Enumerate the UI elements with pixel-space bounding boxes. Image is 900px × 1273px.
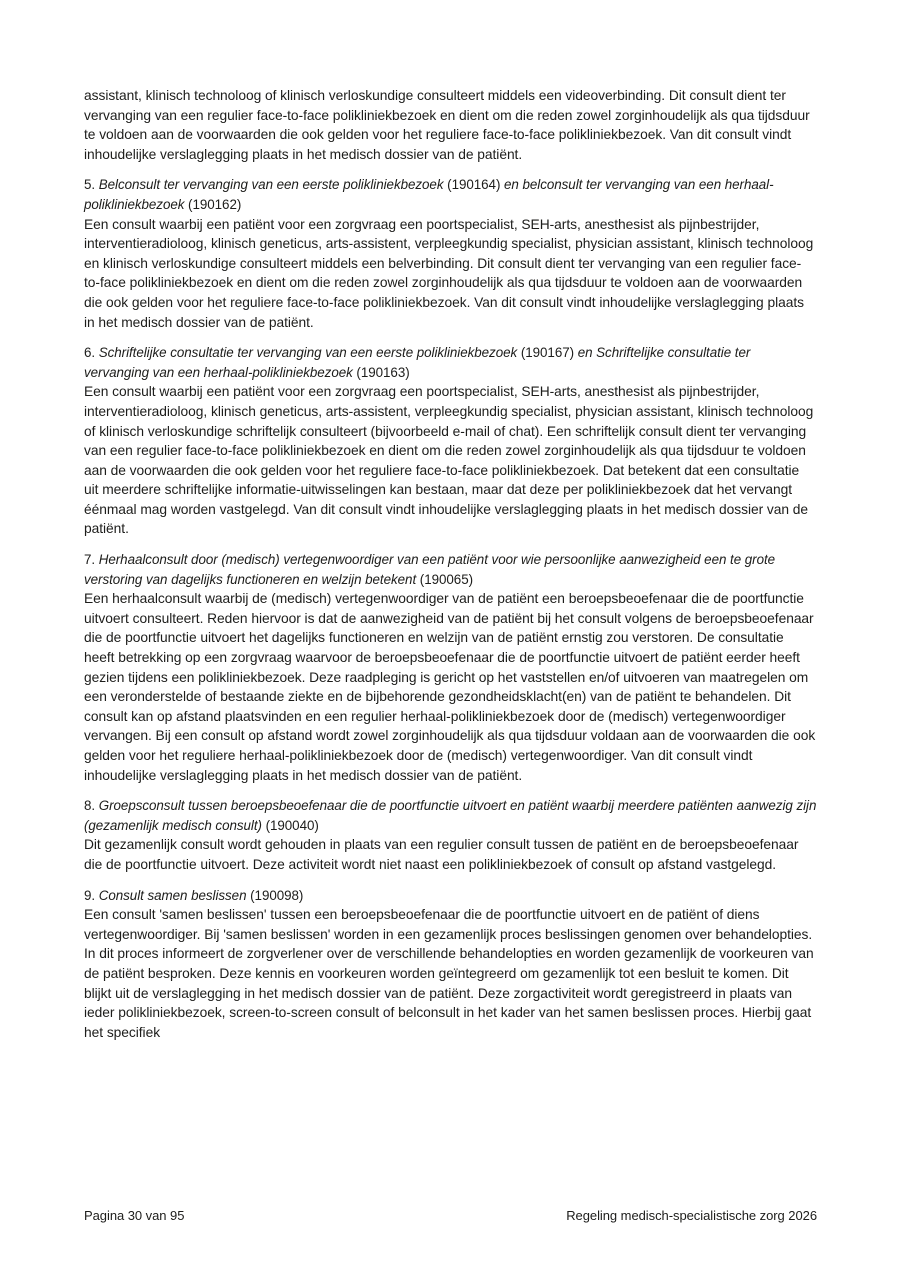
section-7-heading: 7. Herhaalconsult door (medisch) vertegenwoordiger van een patiënt voor wie persoonlijke aanwezigheid een te grote verstoring van dagelijks functioneren en welzijn betekent (190065) — [84, 552, 776, 587]
document-title: Regeling medisch-specialistische zorg 2026 — [566, 1208, 817, 1223]
section-6-schriftelijke-consultatie — [84, 343, 817, 539]
section-8-body: Dit gezamenlijk consult wordt gehouden in plaats van een regulier consult tussen de patiënt en de beroepsbeoefenaar die de poortfunctie uitvoert. Deze activiteit wordt niet naast een polikliniekbezoek of consult op afstand vastgelegd. — [84, 837, 799, 872]
page-number: Pagina 30 van 95 — [84, 1208, 185, 1223]
section-9-consult-samen-beslissen — [84, 886, 817, 1043]
section-7-herhaalconsult-vertegenwoordiger — [84, 550, 817, 785]
page-body — [84, 86, 817, 1053]
section-8-heading: 8. Groepsconsult tussen beroepsbeoefenaar die de poortfunctie uitvoert en patiënt waarbij meerdere patiënten aanwezig zijn (gezamenlijk medisch consult) (190040) — [84, 798, 817, 833]
paragraph-continuation-item4: assistant, klinisch technoloog of klinisch verloskundige consulteert middels een videoverbinding. Dit consult dient ter vervanging van een regulier face-to-face polikliniekbezoek en dient om die reden zowel zorginhoudelijk als qua tijdsduur te voldoen aan de voorwaarden die ook gelden voor het reguliere face-to-face polikliniekbezoek. Van dit consult vindt inhoudelijke verslaglegging plaats in het medisch dossier van de patiënt. — [84, 88, 810, 162]
section-6-body: Een consult waarbij een patiënt voor een zorgvraag een poortspecialist, SEH-arts, anesthesist als pijnbestrijder, interventieradioloog, klinisch geneticus, arts-assistent, verpleegkundig specialist, physician assistant, klinisch technoloog of klinisch verloskundige schriftelijk consulteert (bijvoorbeeld e-mail of chat). Een schriftelijk consult dient ter vervanging van een regulier face-to-face polikliniekbezoek en dient om die reden zowel zorginhoudelijk als qua tijdsduur te voldoen aan de voorwaarden die ook gelden voor het reguliere face-to-face polikliniekbezoek. Dat betekent dat een consultatie uit meerdere schriftelijke informatie-uitwisselingen kan bestaan, maar dat deze per polikliniekbezoek dat het vervangt éénmaal mag worden vastgelegd. Van dit consult vindt inhoudelijke verslaglegging plaats in het medisch dossier van de patiënt. — [84, 384, 814, 537]
section-5-belconsult — [84, 175, 817, 332]
page-footer — [84, 1207, 817, 1225]
section-5-body: Een consult waarbij een patiënt voor een zorgvraag een poortspecialist, SEH-arts, anesthesist als pijnbestrijder, interventieradioloog, klinisch geneticus, arts-assistent, verpleegkundig specialist, physician assistant, klinisch technoloog en klinisch verloskundige consulteert middels een belverbinding. Dit consult dient ter vervanging van een regulier face-to-face polikliniekbezoek en dient om die reden zowel zorginhoudelijk als qua tijdsduur te voldoen aan de voorwaarden die ook gelden voor het reguliere face-to-face polikliniekbezoek. Van dit consult vindt inhoudelijke verslaglegging plaats in het medisch dossier van de patiënt. — [84, 216, 814, 330]
section-7-body: Een herhaalconsult waarbij de (medisch) vertegenwoordiger van de patiënt een beroepsbeoefenaar die de poortfunctie uitvoert consulteert. Reden hiervoor is dat de aanwezigheid van de patiënt bij het consult volgens de beroepsbeoefenaar die de poortfunctie uitvoert het dagelijks functioneren en welzijn van de patiënt ernstig zou verstoren. De consultatie heeft betrekking op een zorgvraag waarvoor de beroepsbeoefenaar die de poortfunctie uitvoert de patiënt eerder heeft gezien tijdens een polikliniekbezoek. Deze raadpleging is gericht op het vaststellen en/of uitvoeren van maatregelen om een veronderstelde of bestaande ziekte en de bijbehorende gezondheidsklacht(en) van de patiënt te behandelen. Dit consult kan op afstand plaatsvinden en een regulier herhaal-polikliniekbezoek door de (medisch) vertegenwoordiger vervangen. Bij een consult op afstand wordt zowel zorginhoudelijk als qua tijdsduur voldaan aan de voorwaarden die ook gelden voor het reguliere herhaal-polikliniekbezoek door de (medisch) vertegenwoordiger. Van dit consult vindt inhoudelijke verslaglegging plaats in het medisch dossier van de patiënt. — [84, 591, 816, 783]
section-5-heading: 5. Belconsult ter vervanging van een eerste polikliniekbezoek (190164) en belconsult ter vervanging van een herhaal-polikliniekbezoek (190162) — [84, 177, 774, 212]
section-9-heading: 9. Consult samen beslissen (190098) — [84, 887, 304, 903]
section-9-body: Een consult 'samen beslissen' tussen een beroepsbeoefenaar die de poortfunctie uitvoert en de patiënt of diens vertegenwoordiger. Bij 'samen beslissen' worden in een gezamenlijk proces beslissingen genomen over behandelopties. In dit proces informeert de zorgverlener over de verschillende behandelopties en worden gezamenlijk de voorkeuren van de patiënt besproken. Deze kennis en voorkeuren worden geïntegreerd om gezamenlijk tot een besluit te komen. Dit blijkt uit de verslaglegging in het medisch dossier van de patiënt. Deze zorgactiviteit wordt geregistreerd in plaats van ieder polikliniekbezoek, screen-to-screen consult of belconsult in het kader van het samen beslissen proces. Hierbij gaat het specifiek — [84, 907, 814, 1040]
section-6-heading: 6. Schriftelijke consultatie ter vervanging van een eerste polikliniekbezoek (190167) en Schriftelijke consultatie ter vervanging van een herhaal-polikliniekbezoek (190163) — [84, 345, 751, 380]
section-8-groepsconsult — [84, 796, 817, 874]
